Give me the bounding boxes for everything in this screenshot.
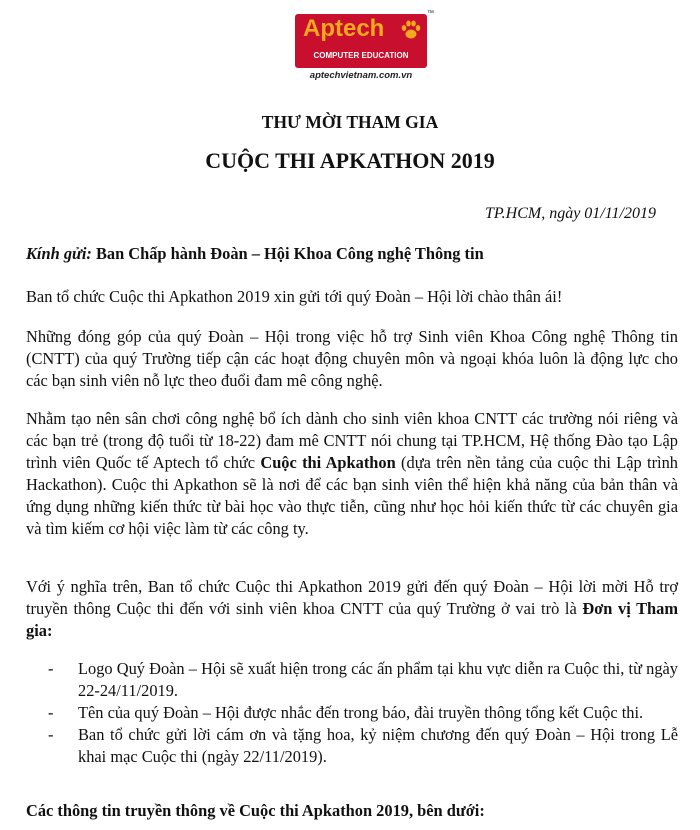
paragraph-contributions: Những đóng góp của quý Đoàn – Hội trong việc hỗ trợ Sinh viên Khoa Công nghệ Thông tin (CNTT) của quý Trường tiếp cận các hoạt động chuyên môn và ngoại khóa luôn là động lực cho các bạn sinh viên nỗ lực theo đuổi đam mê công nghệ. [26, 327, 678, 390]
paw-print-icon [399, 18, 423, 42]
list-item [26, 724, 678, 768]
bullet-dash: - [48, 703, 54, 722]
letter-date: TP.HCM, ngày 01/11/2019 [485, 205, 656, 222]
paragraph-contest-intro [26, 408, 678, 540]
para4-role: Đơn vị Tham gia: [26, 599, 678, 640]
bullet-dash: - [48, 725, 54, 744]
bullet-text: Logo Quý Đoàn – Hội sẽ xuất hiện trong các ấn phẩm tại khu vực diễn ra Cuộc thi, từ ngày 22-24/11/2019. [78, 659, 678, 700]
bullet-dash: - [48, 659, 54, 678]
logo-brand-text: Aptech [303, 15, 385, 42]
para3-text-start: Nhằm tạo nên sân chơi công nghệ bổ ích dành cho sinh viên khoa CNTT các trường nói riêng và các bạn trẻ (trong độ tuổi từ 18-22) đam mê CNTT nói chung tại TP.HCM, Hệ thống Đào tạo Lập trình viên Quốc tế Aptech tổ chức [26, 409, 678, 472]
greeting-line [26, 243, 678, 265]
logo-website: aptechvietnam.com.vn [309, 70, 413, 81]
document-title-line-1: THƯ MỜI THAM GIA [261, 112, 439, 132]
logo-tagline: COMPUTER EDUCATION [313, 51, 409, 60]
list-item [26, 702, 678, 724]
closing-heading: Các thông tin truyền thông về Cuộc thi Apkathon 2019, bên dưới: [26, 801, 485, 820]
greeting-recipient: Ban Chấp hành Đoàn – Hội Khoa Công nghệ Thông tin [91, 244, 484, 263]
benefits-list [26, 658, 678, 768]
greeting-label: Kính gửi: [26, 244, 92, 263]
para3-contest-name: Cuộc thi Apkathon [260, 453, 396, 472]
para3-text-end: (dựa trên nền tảng của cuộc thi Lập trình Hackathon). Cuộc thi Apkathon sẽ là nơi để các bạn sinh viên thể hiện khả năng của bản thân và ứng dụng những kiến thức từ bài học vào thực tiễn, cũng như học hỏi kiến thức từ các chuyên gia và tìm kiếm cơ hội việc làm từ các công ty. [26, 453, 678, 538]
paragraph-greeting: Ban tổ chức Cuộc thi Apkathon 2019 xin gửi tới quý Đoàn – Hội lời chào thân ái! [26, 287, 563, 306]
list-item [26, 658, 678, 702]
aptech-logo [295, 10, 435, 82]
document-title-line-2: CUỘC THI APKATHON 2019 [205, 148, 495, 173]
bullet-text: Ban tổ chức gửi lời cám ơn và tặng hoa, kỷ niệm chương đến quý Đoàn – Hội trong Lễ khai mạc Cuộc thi (ngày 22/11/2019). [78, 725, 678, 766]
paragraph-invitation [26, 576, 678, 642]
bullet-text: Tên của quý Đoàn – Hội được nhắc đến trong báo, đài truyền thông tổng kết Cuộc thi. [78, 703, 644, 722]
para4-text: Với ý nghĩa trên, Ban tổ chức Cuộc thi Apkathon 2019 gửi đến quý Đoàn – Hội lời mời Hỗ trợ truyền thông Cuộc thi đến với sinh viên khoa CNTT của quý Trường ở vai trò là [26, 577, 678, 618]
logo-trademark: ™ [427, 10, 434, 17]
